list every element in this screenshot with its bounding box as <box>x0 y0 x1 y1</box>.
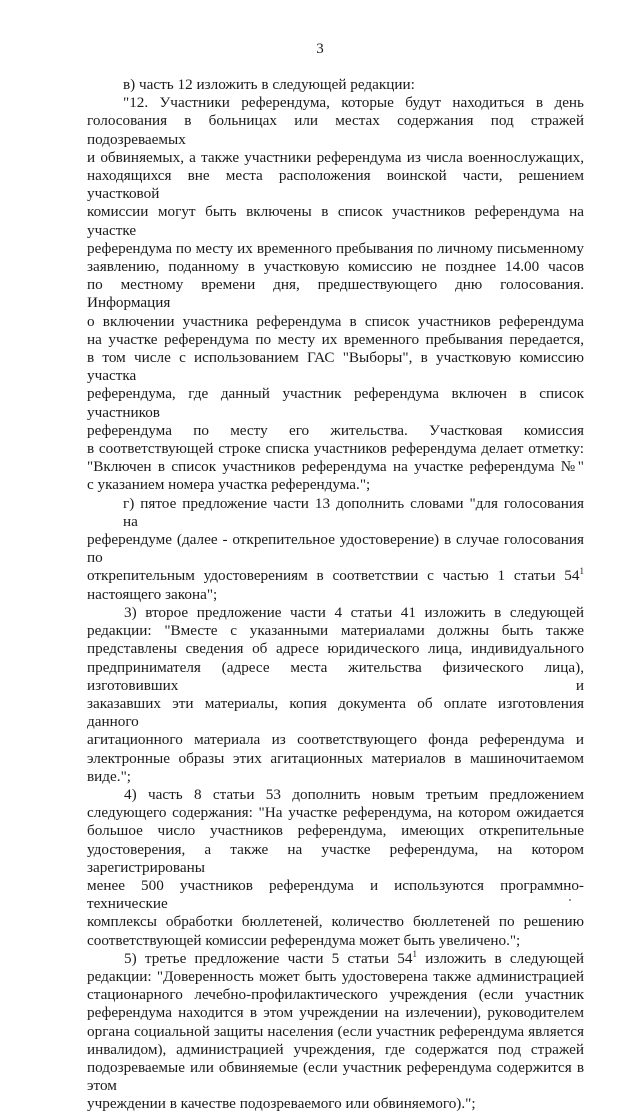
text-line-content: учреждении в качестве подозреваемого или обвиняемого)."; <box>87 1095 476 1113</box>
text-line-content: референдума по месту их временного пребывания по личному письменному <box>87 239 584 257</box>
text-line <box>87 422 584 440</box>
text-line-content: предпринимателя (адресе места жительства физического лица), изготовивших и <box>87 658 584 694</box>
text-line-content: в соответствующей строке списка участников референдума делает отметку: <box>87 440 584 458</box>
text-line <box>87 932 584 950</box>
text-line-continuation: изложить в следующей <box>416 949 584 967</box>
text-line <box>87 476 584 494</box>
text-line-content: органа социальной защиты населения (если участник референдума является <box>87 1022 584 1040</box>
text-line-content: агитационного материала из соответствующего фонда референдума и <box>87 731 584 749</box>
text-line-content: 3) второе предложение части 4 статьи 41 изложить в следующей <box>124 603 584 621</box>
superscript: 1 <box>579 566 584 577</box>
text-line <box>87 331 584 349</box>
text-line-content: на участке референдума по месту их временного пребывания передается, <box>87 330 584 348</box>
text-line-content: менее 500 участников референдума и используются программно-технические <box>87 876 584 913</box>
text-line <box>87 604 584 622</box>
text-line <box>87 731 584 749</box>
text-line <box>87 640 584 658</box>
text-line-content: находящихся вне места расположения воинской части, решением участковой <box>87 167 584 203</box>
text-line-content: референдуме (далее - открепительное удостоверение) в случае голосования по <box>87 531 584 567</box>
text-line-content: комиссии могут быть включены в список участников референдума на участке <box>87 203 584 239</box>
text-line <box>87 203 584 239</box>
superscript: 1 <box>412 948 417 959</box>
text-line <box>87 94 584 112</box>
text-line <box>87 1004 584 1022</box>
text-line-content: настоящего закона"; <box>87 585 218 603</box>
text-line <box>87 313 584 331</box>
text-line <box>87 1059 584 1095</box>
text-line <box>87 750 584 786</box>
text-line <box>87 385 584 421</box>
text-line-content: о включении участника референдума в список участников референдума <box>87 312 584 330</box>
text-line-content: редакции: "Доверенность может быть удостоверена также администрацией <box>87 967 584 985</box>
text-line-content: с указанием номера участка референдума."; <box>87 476 371 494</box>
text-line <box>87 240 584 258</box>
text-line-content: следующего содержания: "На участке референдума, на котором ожидается <box>87 804 584 822</box>
text-line <box>87 258 584 276</box>
text-line-content: и обвиняемых, а также участники референдума из числа военнослужащих, <box>87 148 584 166</box>
text-line-content: стационарного лечебно-профилактического учреждения (если участник <box>87 986 584 1004</box>
text-line <box>87 276 584 312</box>
text-line <box>87 695 584 731</box>
text-line <box>87 968 584 986</box>
text-line <box>87 659 584 695</box>
text-line <box>87 440 584 458</box>
text-line-content: открепительным удостоверениям в соответствии с частью 1 статьи 54 <box>87 567 580 585</box>
text-line-content: в) часть 12 изложить в следующей редакции: <box>123 76 415 93</box>
text-line <box>87 586 584 604</box>
text-line-content: голосования в больницах или местах содержания под стражей подозреваемых <box>87 112 584 148</box>
text-line-content: 4) часть 8 статьи 53 дополнить новым третьим предложением <box>124 785 584 803</box>
text-line <box>87 495 584 531</box>
text-line <box>87 786 584 804</box>
text-line <box>87 112 584 148</box>
text-line-content: в том числе с использованием ГАС "Выборы", в участковую комиссию участка <box>87 349 584 385</box>
text-line <box>87 149 584 167</box>
text-line <box>87 1023 584 1041</box>
text-line-content: референдума находится в этом учреждении на излечении), руководителем <box>87 1004 584 1022</box>
text-line-content: заявлению, поданному в участковую комиссию не позднее 14.00 часов <box>87 258 584 276</box>
text-line-content: "Включен в список участников референдума на участке референдума №" <box>87 458 584 476</box>
text-line <box>87 622 584 640</box>
text-line <box>87 458 584 476</box>
document-body <box>87 76 584 1114</box>
text-line <box>87 986 584 1004</box>
text-line <box>87 567 584 585</box>
text-line-content: подозреваемые или обвиняемые (если участник референдума содержится в этом <box>87 1058 584 1095</box>
text-line-content: соответствующей комиссии референдума может быть увеличено."; <box>87 931 521 949</box>
text-line-content: редакции: "Вместе с указанными материалами должны быть также <box>87 622 584 640</box>
text-line-content: удостоверения, а также на участке референдума, на котором зарегистрированы <box>87 840 584 876</box>
scan-speck <box>569 899 571 901</box>
text-line <box>87 1041 584 1059</box>
text-line-content: референдума, где данный участник референдума включен в список участников <box>87 385 584 421</box>
text-line <box>87 349 584 385</box>
text-line <box>87 841 584 877</box>
text-line-content: комплексы обработки бюллетеней, количество бюллетеней по решению <box>87 913 584 931</box>
text-line-content: по местному времени дня, предшествующего дню голосования. Информация <box>87 276 584 312</box>
text-line-content: большое число участников референдума, имеющих открепительные <box>87 822 584 840</box>
text-line <box>87 877 584 913</box>
text-line <box>87 531 584 567</box>
page-number: 3 <box>316 41 324 57</box>
text-line <box>87 804 584 822</box>
text-line <box>87 822 584 840</box>
text-line-content: электронные образы этих агитационных материалов в машиночитаемом виде."; <box>87 749 584 785</box>
text-line-content: представлены сведения об адресе юридического лица, индивидуального <box>87 640 584 658</box>
text-line-content: 5) третье предложение части 5 статьи 54 <box>124 949 413 967</box>
text-line-content: референдума по месту его жительства. Участковая комиссия <box>87 421 584 439</box>
text-line <box>87 950 584 968</box>
text-line-content: заказавших эти материалы, копия документа об оплате изготовления данного <box>87 694 584 731</box>
text-line <box>87 1095 584 1113</box>
text-line <box>87 913 584 931</box>
text-line-content: г) пятое предложение части 13 дополнить словами "для голосования на <box>123 494 584 530</box>
text-line <box>87 167 584 203</box>
text-line <box>87 76 584 94</box>
text-line-content: инвалидом), администрацией учреждения, где содержатся под стражей <box>87 1040 584 1058</box>
text-line-content: "12. Участники референдума, которые будут находиться в день <box>123 94 584 112</box>
